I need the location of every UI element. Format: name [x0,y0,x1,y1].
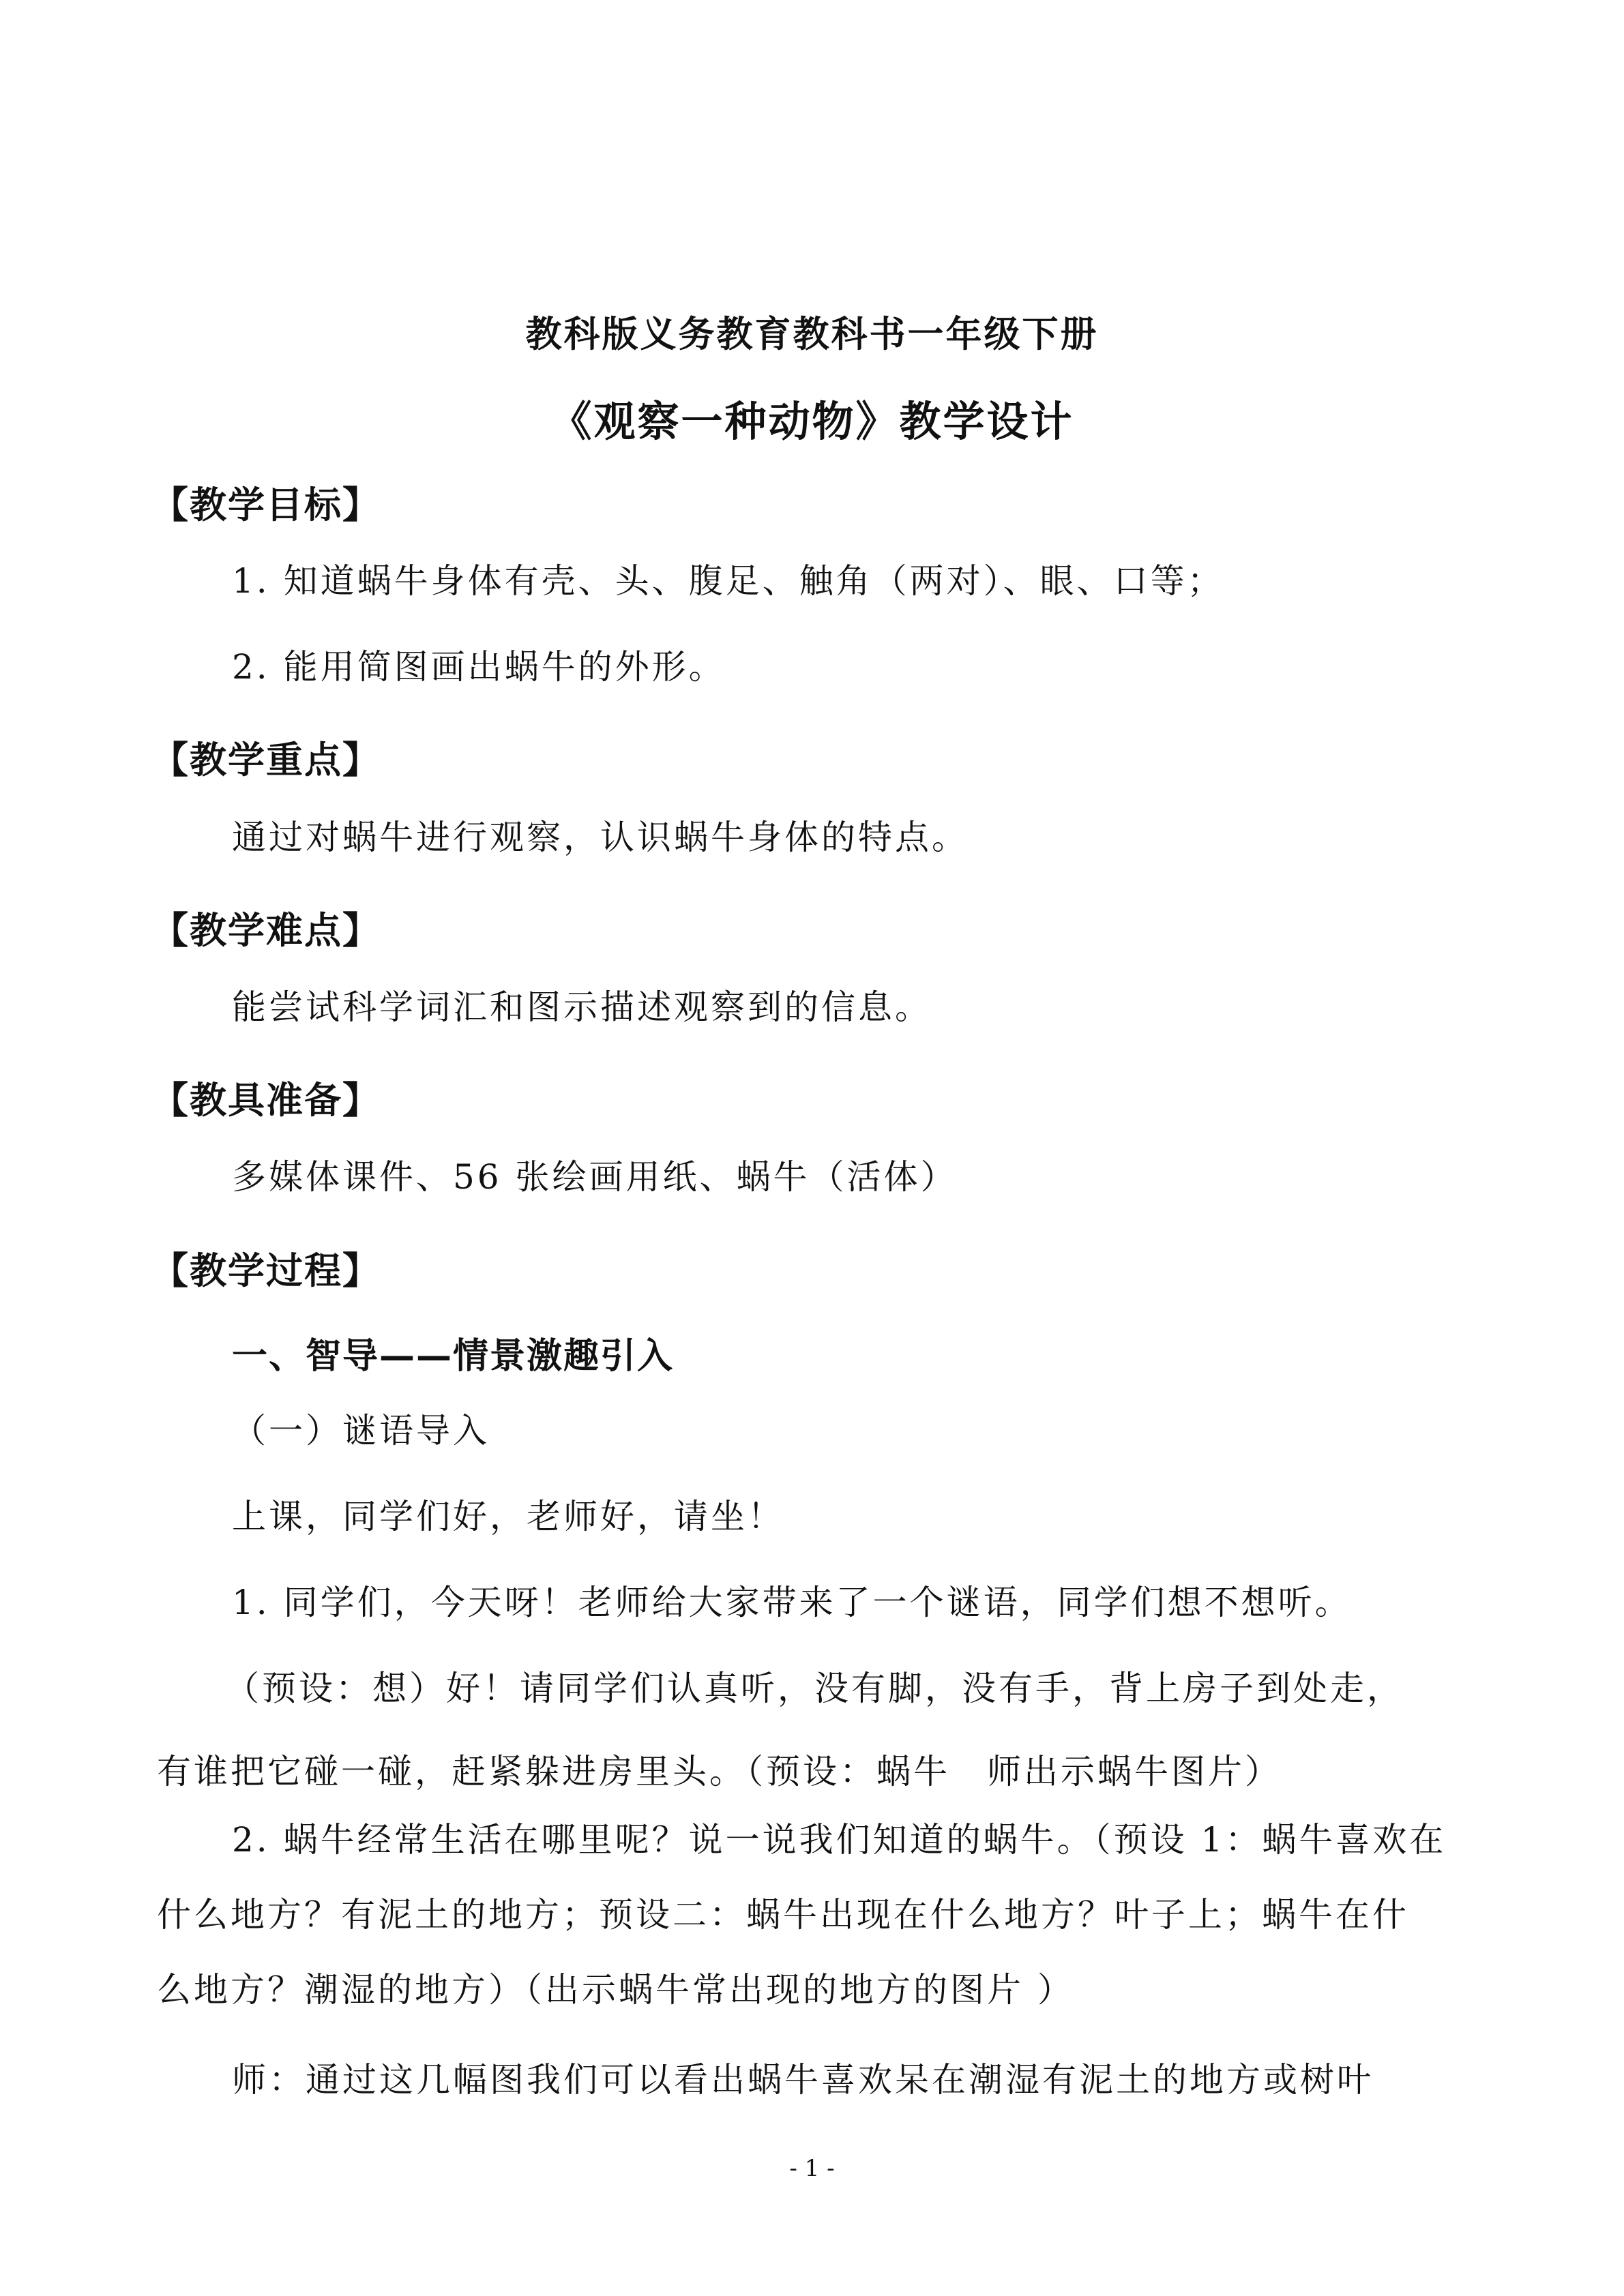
page-number: - 1 - [789,2155,835,2182]
heading-materials: 【教具准备】 [151,1079,381,1122]
objective-item-2: 2. 能用简图画出蜗牛的外形。 [232,647,726,687]
process-paragraph-2-line-1: （预设：想）好！请同学们认真听，没有脚，没有手，背上房子到处走， [225,1669,1404,1708]
heading-process: 【教学过程】 [151,1249,381,1292]
page-title: 《观察一种动物》教学设计 [550,398,1074,446]
process-paragraph-1: 1. 同学们，今天呀！老师给大家带来了一个谜语，同学们想不想听。 [232,1583,1352,1622]
heading-difficulties: 【教学难点】 [151,909,381,952]
process-paragraph-2-line-2: 有谁把它碰一碰，赶紧躲进房里头。（预设：蜗牛 师出示蜗牛图片） [157,1752,1282,1791]
heading-objectives: 【教学目标】 [151,483,381,526]
key-points-text: 通过对蜗牛进行观察，认识蜗牛身体的特点。 [232,818,969,857]
process-greeting: 上课，同学们好，老师好，请坐！ [232,1497,784,1536]
process-subsection1: （一）谜语导入 [232,1411,490,1450]
process-paragraph-3-line-1: 2. 蜗牛经常生活在哪里呢？说一说我们知道的蜗牛。（预设 1：蜗牛喜欢在 [232,1820,1447,1860]
process-paragraph-4: 师：通过这几幅图我们可以看出蜗牛喜欢呆在潮湿有泥土的地方或树叶 [232,2060,1374,2100]
process-paragraph-3-line-2: 什么地方？有泥土的地方；预设二：蜗牛出现在什么地方？叶子上；蜗牛在什 [157,1895,1409,1935]
objective-item-1: 1. 知道蜗牛身体有壳、头、腹足、触角（两对）、眼、口等； [232,561,1224,601]
process-part1-title: 一、智导——情景激趣引入 [232,1336,675,1377]
heading-key-points: 【教学重点】 [151,739,381,781]
difficulties-text: 能尝试科学词汇和图示描述观察到的信息。 [232,987,932,1027]
header-line: 教科版义务教育教科书一年级下册 [525,314,1099,355]
process-paragraph-3-line-3: 么地方？潮湿的地方）（出示蜗牛常出现的地方的图片 ） [157,1970,1074,2010]
materials-text: 多媒体课件、56 张绘画用纸、蜗牛（活体） [232,1157,958,1197]
